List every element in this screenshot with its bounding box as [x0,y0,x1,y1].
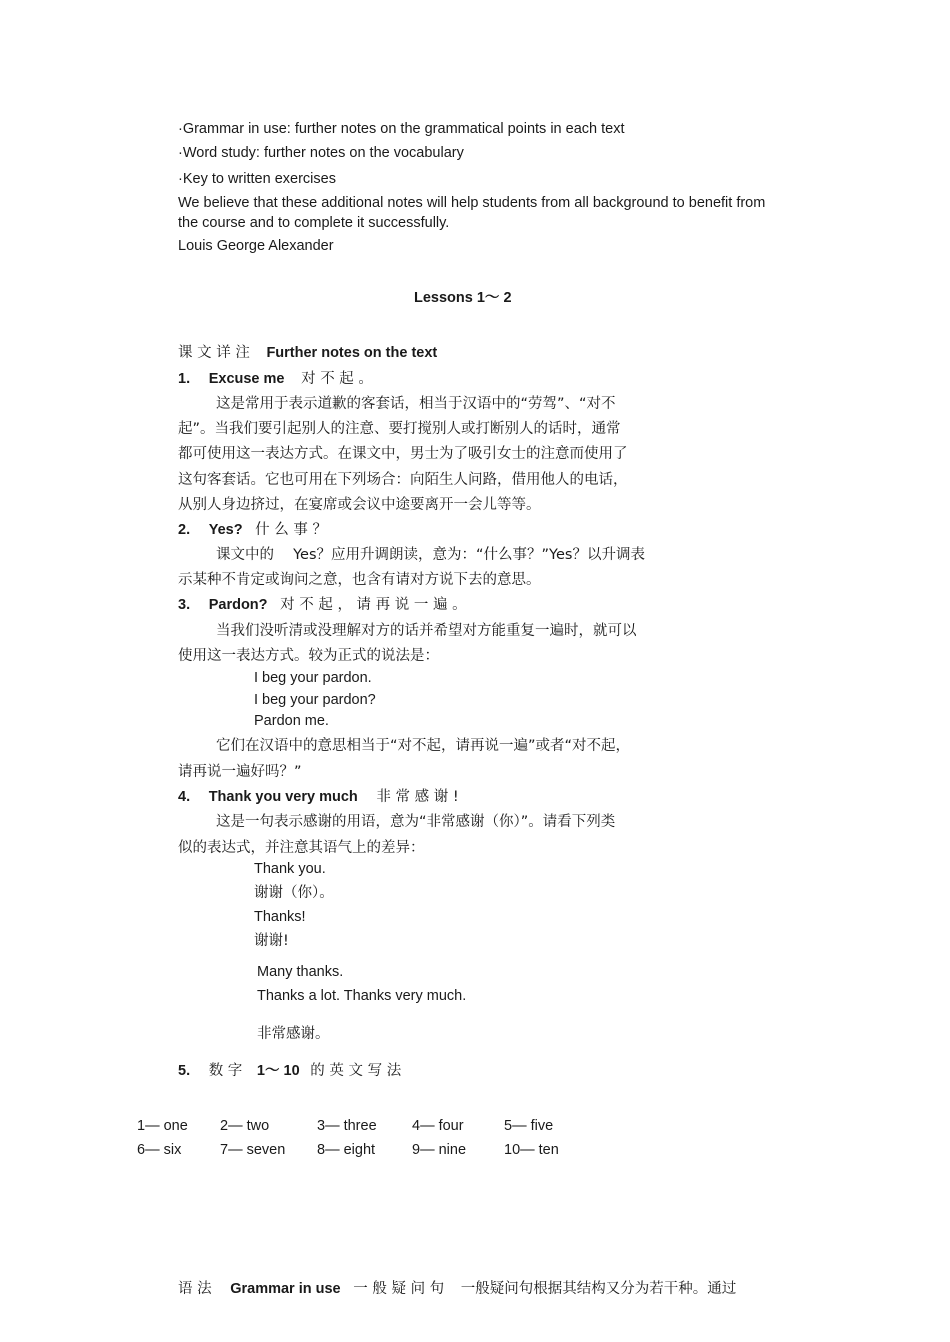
notes-heading-en: Further notes on the text [266,345,438,361]
note-3-after-line: 请再说一遍好吗？” [178,764,302,780]
notes-heading [178,343,437,363]
note-5-number: 5. [178,1063,191,1079]
note-3-meaning: 对 不 起 ， 请 再 说 一 遍 。 [280,597,467,613]
note-4-example: Thanks a lot. Thanks very much. [257,988,467,1004]
note-4-heading [178,787,459,807]
intro-bullet-key: ·Key to written exercises [178,171,336,187]
number-item: 3— three [317,1118,377,1134]
note-2-line: 示某种不肯定或询问之意，也含有请对方说下去的意思。 [178,572,541,588]
notes-heading-cn: 课 文 详 注 [178,345,250,361]
note-1-meaning: 对 不 起 。 [301,371,373,387]
note-4-line: 这是一句表示感谢的用语，意为“非常感谢（你）”。请看下列类 [216,814,616,830]
intro-paragraph-line-1: We believe that these additional notes will help students from all background to benefit from [178,195,766,211]
note-4-example: Many thanks. [257,964,344,980]
note-4-example: 谢谢（你）。 [254,885,334,901]
note-4-number: 4. [178,789,191,805]
number-item: 4— four [412,1118,464,1134]
note-4-example: Thanks! [254,909,306,925]
note-5-text: 数 字 [208,1063,243,1079]
note-3-heading [178,595,467,615]
note-4-example: Thank you. [254,861,326,877]
note-3-number: 3. [178,597,191,613]
intro-bullet-word-study: ·Word study: further notes on the vocabulary [178,145,464,161]
note-2-heading [178,520,327,540]
note-4-example: 谢谢! [254,933,289,949]
note-3-phrase: Pardon? [208,597,268,613]
note-1-line: 都可使用这一表达方式。在课文中，男士为了吸引女士的注意而使用了 [178,446,628,462]
note-1-line: 从别人身边挤过，在宴席或会议中途要离开一会儿等等。 [178,497,541,513]
author-name: Louis George Alexander [178,238,334,254]
note-4-example: 非常感谢。 [257,1026,330,1042]
note-1-number: 1. [178,371,191,387]
intro-paragraph-line-2: the course and to complete it successfully. [178,215,450,231]
grammar-text: 一般疑问句根据其结构又分为若干种。通过 [460,1281,737,1297]
note-2-phrase: Yes? [208,522,243,538]
note-4-meaning: 非 常 感 谢 ! [376,789,459,805]
grammar-label-en: Grammar in use [230,1281,341,1297]
note-4-phrase: Thank you very much [208,789,358,805]
note-3-line: 当我们没听清或没理解对方的话并希望对方能重复一遍时，就可以 [216,623,637,639]
note-5-heading [178,1061,401,1081]
note-3-example: Pardon me. [254,713,329,729]
note-2-line: 课文中的 Yes？应用升调朗读，意为：“什么事？”Yes？以升调表 [216,547,645,563]
note-3-example: I beg your pardon. [254,670,372,686]
intro-bullet-grammar: ·Grammar in use: further notes on the grammatical points in each text [178,121,625,137]
note-1-heading [178,369,373,389]
note-3-line: 使用这一表达方式。较为正式的说法是： [178,648,439,664]
grammar-label-cn: 语 法 [178,1281,212,1297]
note-3-after-line: 它们在汉语中的意思相当于“对不起，请再说一遍”或者“对不起， [216,738,631,754]
note-1-phrase: Excuse me [208,371,285,387]
number-item: 2— two [220,1118,270,1134]
grammar-heading [178,1279,736,1299]
number-item: 7— seven [220,1142,286,1158]
number-item: 6— six [137,1142,182,1158]
number-item: 9— nine [412,1142,467,1158]
number-item: 10— ten [504,1142,559,1158]
note-5-text: 的 英 文 写 法 [310,1063,402,1079]
note-1-line: 这句客套话。它也可用在下列场合：向陌生人问路，借用他人的电话， [178,472,628,488]
note-5-range: 1～ 10 [256,1063,300,1079]
grammar-topic: 一 般 疑 问 句 [353,1281,445,1297]
number-item: 5— five [504,1118,554,1134]
note-3-example: I beg your pardon? [254,692,376,708]
number-item: 8— eight [317,1142,376,1158]
note-1-line: 这是常用于表示道歉的客套话，相当于汉语中的“劳驾”、“对不 [216,396,616,412]
number-item: 1— one [137,1118,188,1134]
lesson-title: Lessons 1～ 2 [414,290,512,306]
note-4-line: 似的表达式，并注意其语气上的差异： [178,840,425,856]
note-1-line: 起”。当我们要引起别人的注意、要打搅别人或打断别人的话时，通常 [178,421,621,437]
note-2-number: 2. [178,522,191,538]
note-2-meaning: 什 么 事 ？ [255,522,327,538]
